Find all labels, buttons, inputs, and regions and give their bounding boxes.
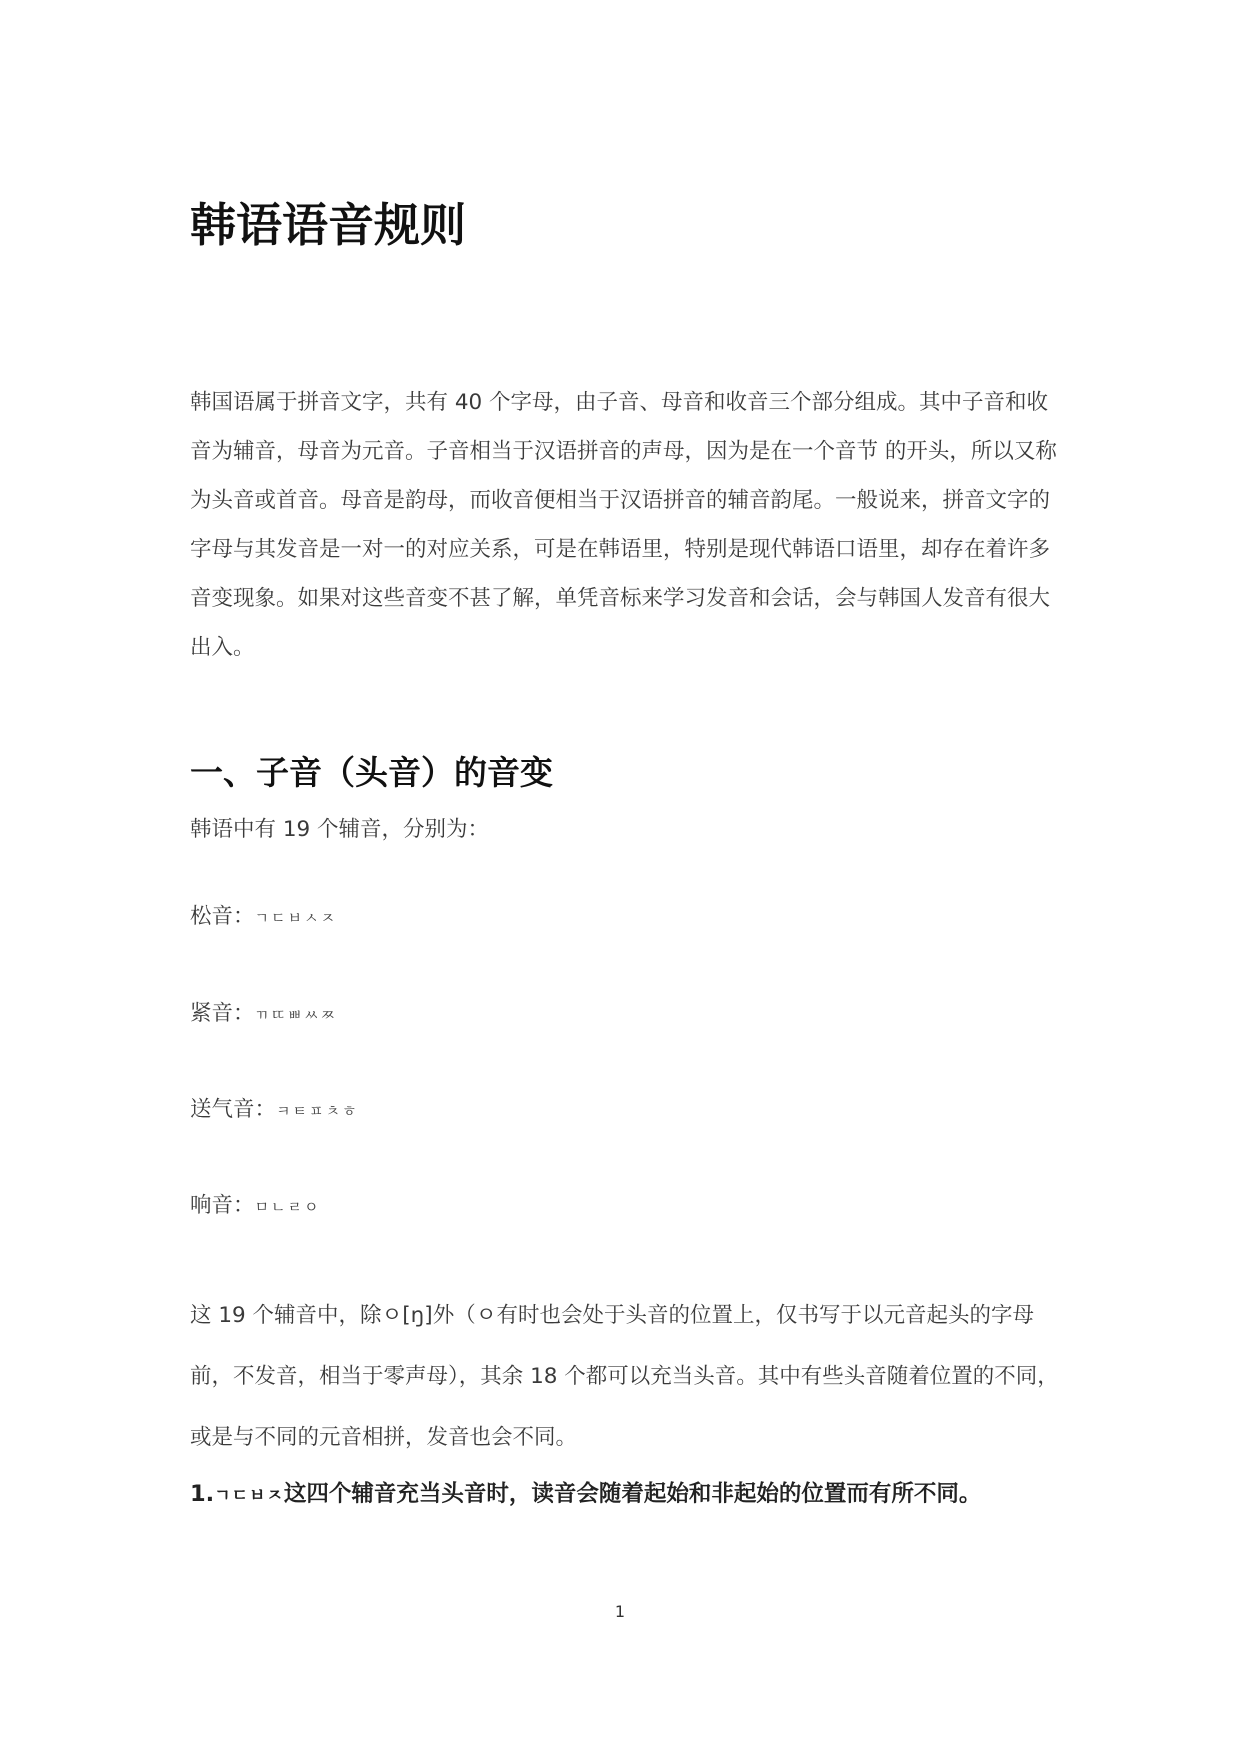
document-title: 韩语语音规则 [190,198,466,252]
aspirated-consonants-line [190,1095,358,1126]
sonorant-label: 响音： [190,1193,255,1218]
subsection-letters: ㄱㄷㅂㅈ [214,1486,284,1506]
subsection-heading [190,1478,981,1512]
sonorant-letters: ㅁㄴㄹㅇ [254,1198,321,1216]
aspirated-label: 送气音： [190,1097,277,1122]
tense-consonants-line [190,999,337,1030]
subsection-number: 1. [190,1481,215,1507]
lax-consonants-line [190,902,337,933]
subsection-text: 这四个辅音充当头音时，读音会随着起始和非起始的位置而有所不同。 [283,1481,982,1507]
lax-label: 松音： [190,904,255,929]
section-heading: 一、子音（头音）的音变 [190,753,553,792]
lax-letters: ㄱㄷㅂㅅㅈ [254,909,337,927]
consonant-count-line: 韩语中有 19 个辅音，分别为： [190,817,490,842]
page-number: 1 [614,1602,626,1621]
intro-paragraph: 韩国语属于拼音文字，共有 40 个字母，由子音、母音和收音三个部分组成。其中子音和收音为辅音，母音为元音。子音相当于汉语拼音的声母，因为是在一个音节 的开头，所以又称为头音或首音。母音是韵母，而收音便相当于汉语拼音的辅音韵尾。一般说来，拼音文字的字母与其发音是一对一的对应关系，可是在韩语里，特别是现代韩语口语里，却存在着许多音变现象。如果对这些音变不甚了解，单凭音标来学习发音和会话，会与韩国人发音有很大出入。 [190,390,1057,660]
tense-letters: ㄲㄸㅃㅆㅉ [254,1006,337,1024]
tense-label: 紧音： [190,1001,255,1026]
aspirated-letters: ㅋㅌㅍㅊㅎ [276,1102,359,1120]
sonorant-consonants-line [190,1191,320,1222]
initial-consonant-paragraph: 这 19 个辅音中，除ㅇ[ŋ]外（ㅇ有时也会处于头音的位置上，仅书写于以元音起头的字母前，不发音，相当于零声母），其余 18 个都可以充当头音。其中有些头音随着位置的不同，或是与不同的元音相拼，发音也会不同。 [190,1303,1059,1450]
